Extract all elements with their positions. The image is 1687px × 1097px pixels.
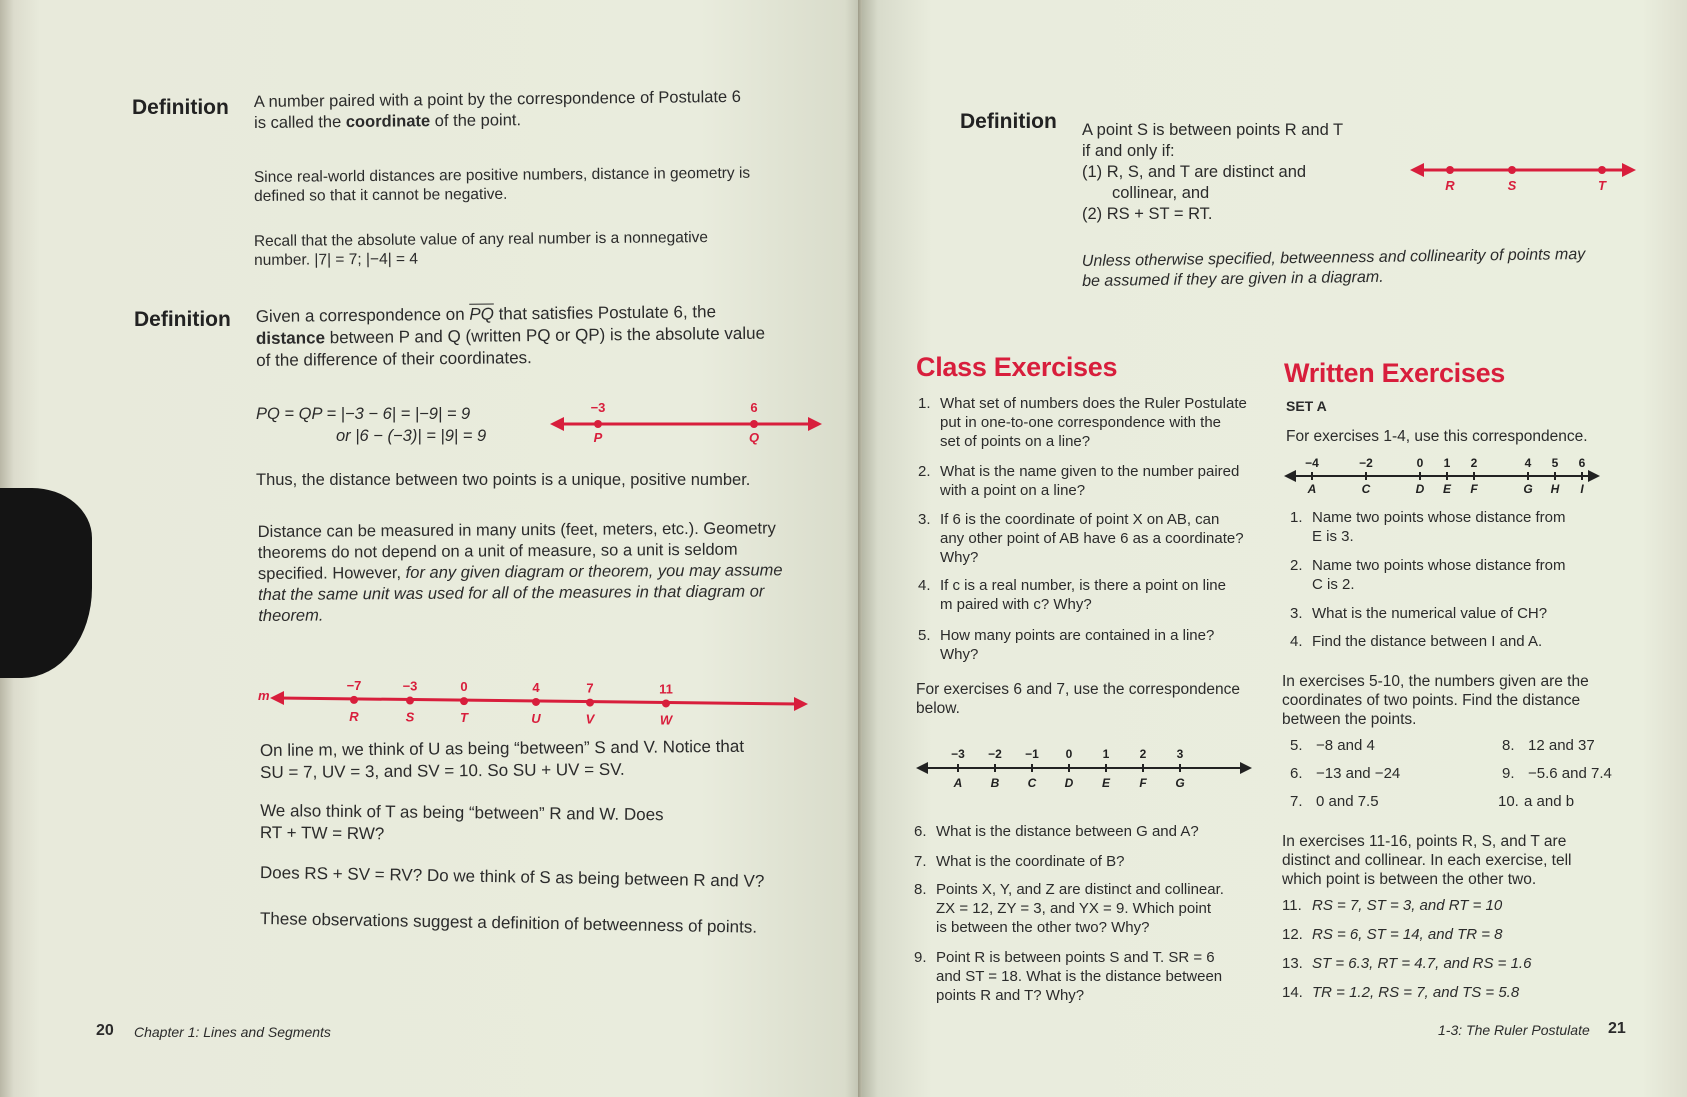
text: specified. However, — [257, 563, 406, 583]
exercise-line: C is 2. — [1312, 576, 1355, 593]
point-s — [1508, 166, 1516, 174]
coord-label: 4 — [1524, 456, 1532, 470]
exercise-line: Find the distance between I and A. — [1312, 633, 1543, 650]
point-label: E — [1442, 482, 1452, 496]
paragraph-between-t — [260, 800, 664, 848]
term: distance — [255, 328, 326, 348]
exercise-line: and ST = 18. What is the distance between — [936, 968, 1223, 985]
coord-label: −2 — [1359, 456, 1373, 470]
page-number: 21 — [1608, 1020, 1626, 1037]
pair-values: a and b — [1524, 793, 1575, 810]
exercise-number: 8. — [1502, 737, 1515, 754]
exercise-item — [914, 822, 1264, 841]
exercise-item — [1290, 632, 1610, 651]
arrow-left-icon — [916, 762, 928, 774]
pair-values: 0 and 7.5 — [1316, 793, 1379, 810]
coord-label: −1 — [1025, 747, 1039, 761]
def-line: A point S is between points R and T — [1082, 121, 1344, 139]
def-line: collinear, and — [1112, 184, 1210, 202]
definition-label: Definition — [960, 110, 1057, 133]
point-label: D — [1415, 482, 1425, 496]
exercise-text: TR = 1.2, RS = 7, and TS = 5.8 — [1312, 984, 1520, 1001]
text: of the point. — [430, 111, 522, 131]
point — [586, 699, 594, 707]
pair-item — [1498, 792, 1574, 811]
def-line: of the difference of their coordinates. — [256, 348, 532, 370]
pair-values: −5.6 and 7.4 — [1528, 765, 1612, 782]
exercise-line: What is the name given to the number paired — [940, 463, 1240, 480]
exercise-number: 6. — [1290, 765, 1303, 782]
exercise-line: E is 3. — [1312, 528, 1354, 545]
class-intro-6-7 — [916, 680, 1240, 718]
coord-label: 6 — [1578, 456, 1586, 470]
exercise-text — [936, 948, 1222, 1005]
number-line-pq — [548, 398, 828, 448]
paragraph-thus: Thus, the distance between two points is a unique, positive number. — [256, 471, 751, 489]
exercise-text — [1312, 556, 1565, 594]
exercise-text: RS = 6, ST = 14, and TR = 8 — [1312, 926, 1503, 943]
point-label: P — [593, 430, 603, 445]
exercise-item — [918, 462, 1268, 500]
coord-label: −3 — [951, 747, 965, 761]
exercise-item — [1282, 925, 1503, 944]
exercise-text — [940, 394, 1247, 451]
arrow-right-icon — [1622, 163, 1636, 177]
exercise-item — [918, 576, 1268, 614]
chapter-title: Chapter 1: Lines and Segments — [134, 1024, 331, 1040]
section-title: 1-3: The Ruler Postulate — [1438, 1022, 1590, 1038]
arrow-right-icon — [808, 417, 822, 431]
def-line: if and only if: — [1082, 142, 1175, 160]
point — [350, 696, 358, 704]
exercise-number: 2. — [918, 463, 931, 480]
exercise-item — [914, 948, 1264, 1005]
class-exercises-title: Class Exercises — [916, 352, 1118, 382]
exercise-item — [1290, 508, 1610, 546]
line: which point is between the other two. — [1282, 871, 1537, 888]
exercise-text — [940, 510, 1244, 567]
point-label: S — [1507, 178, 1517, 193]
exercise-line: is between the other two? Why? — [936, 919, 1150, 936]
exercise-line: m paired with c? Why? — [940, 596, 1092, 613]
def-line: A number paired with a point by the correspondence of Postulate 6 — [253, 87, 742, 112]
point-label: Q — [748, 430, 760, 445]
line: In exercises 5-10, the numbers given are the — [1282, 673, 1589, 690]
point-label: C — [1361, 482, 1371, 496]
coord-label: 11 — [659, 681, 673, 697]
point-label: T — [460, 710, 468, 726]
point-label: F — [1470, 482, 1478, 496]
line: that the same unit was used for all of the measures in that diagram or — [258, 582, 765, 604]
exercise-number: 9. — [1502, 765, 1515, 782]
coord-label: 7 — [586, 680, 594, 696]
point-label: W — [659, 712, 673, 728]
number-line-rst — [1408, 156, 1638, 196]
exercise-number: 12. — [1282, 926, 1303, 943]
exercise-line: What is the distance between G and A? — [936, 823, 1199, 840]
exercise-number: 13. — [1282, 955, 1303, 972]
arrow-left-icon — [270, 691, 284, 705]
coord-label: −3 — [402, 678, 418, 694]
exercise-number: 4. — [918, 577, 931, 594]
coord-label: 4 — [532, 679, 540, 695]
coord-label: −7 — [346, 678, 362, 693]
exercise-line: Why? — [940, 549, 979, 566]
line: In exercises 11-16, points R, S, and T are — [1282, 833, 1567, 850]
exercise-line: points R and T? Why? — [936, 987, 1085, 1004]
exercise-number: 3. — [918, 511, 931, 528]
exercise-number: 5. — [1290, 737, 1303, 754]
coord-label: 5 — [1551, 456, 1559, 470]
line: Unless otherwise specified, betweenness and collinearity of points may — [1081, 245, 1586, 271]
definition-label: Definition — [134, 308, 231, 331]
exercise-line: Name two points whose distance from — [1312, 509, 1566, 526]
paragraph-distance-positive — [254, 164, 751, 206]
point-label: C — [1027, 776, 1037, 790]
definition-betweenness — [1082, 120, 1343, 225]
point-label: S — [405, 709, 415, 725]
exercise-text: ST = 6.3, RT = 4.7, and RS = 1.6 — [1312, 955, 1532, 972]
exercise-item — [1282, 954, 1531, 973]
line-name: m — [258, 688, 270, 703]
coord-label: 1 — [1102, 747, 1110, 761]
arrow-left-icon — [1284, 470, 1296, 482]
paragraph-question: Does RS + SV = RV? Do we think of S as being between R and V? — [259, 863, 765, 891]
line: theorems do not depend on a unit of measure, so a unit is seldom — [257, 540, 738, 563]
coord-label: 0 — [460, 679, 468, 695]
line: below. — [916, 700, 960, 717]
exercise-number: 6. — [914, 823, 927, 840]
exercise-line: What is the coordinate of B? — [936, 853, 1125, 870]
def-line: (2) RS + ST = RT. — [1082, 205, 1213, 223]
text: between P and Q (written PQ or QP) is the absolute value — [324, 323, 766, 348]
exercise-number: 5. — [918, 627, 931, 644]
definition-label: Definition — [132, 96, 229, 119]
point-label: D — [1064, 776, 1074, 790]
exercise-number: 3. — [1290, 605, 1303, 622]
exercise-text: RS = 7, ST = 3, and RT = 10 — [1312, 897, 1503, 914]
page-number: 20 — [96, 1022, 114, 1039]
coord-label: −3 — [590, 400, 606, 415]
line: Recall that the absolute value of any real number is a nonnegative — [253, 229, 709, 251]
point-label: F — [1139, 776, 1147, 790]
exercise-line: any other point of AB have 6 as a coordinate? — [940, 530, 1244, 547]
note-betweenness — [1082, 245, 1586, 292]
point-label: G — [1175, 776, 1185, 790]
point-label: H — [1550, 482, 1560, 496]
point-label: G — [1523, 482, 1533, 496]
exercise-number: 7. — [914, 853, 927, 870]
pair-item — [1502, 736, 1595, 755]
exercise-text — [936, 880, 1224, 937]
arrow-left-icon — [550, 417, 564, 431]
exercise-line: If c is a real number, is there a point on line — [940, 577, 1226, 594]
pair-item — [1290, 764, 1400, 783]
pair-item — [1290, 792, 1379, 811]
point-label: U — [531, 710, 541, 726]
coord-label: −2 — [988, 747, 1002, 761]
exercise-number: 2. — [1290, 557, 1303, 574]
exercise-line: What set of numbers does the Ruler Postulate — [940, 395, 1247, 412]
exercise-number: 8. — [914, 881, 927, 898]
line: On line m, we think of U as being “between” S and V. Notice that — [259, 736, 745, 761]
point — [460, 697, 468, 705]
line-symbol: $\overline{PQ}$ — [469, 304, 495, 324]
def-line: (1) R, S, and T are distinct and — [1082, 163, 1307, 181]
line: distinct and collinear. In each exercise, tell — [1282, 852, 1572, 869]
text-italic: for any given diagram or theorem, you may assume — [405, 561, 783, 582]
line: coordinates of two points. Find the distance — [1282, 692, 1581, 709]
exercise-item — [918, 510, 1268, 567]
exercise-item — [1290, 556, 1610, 594]
exercise-number: 9. — [914, 949, 927, 966]
exercise-number: 1. — [1290, 509, 1303, 526]
point — [406, 697, 414, 705]
coord-label: −4 — [1305, 456, 1319, 470]
point — [532, 698, 540, 706]
exercise-line: with a point on a line? — [940, 482, 1086, 499]
exercise-line: put in one-to-one correspondence with the — [940, 414, 1222, 431]
point-label: R — [349, 708, 359, 724]
line: between the points. — [1282, 711, 1417, 728]
paragraph-units — [258, 518, 783, 627]
line: SU = 7, UV = 3, and SV = 10. So SU + UV = SV. — [260, 759, 625, 782]
point-label: A — [953, 776, 963, 790]
exercise-item — [918, 626, 1268, 664]
equation-pq: PQ = QP = |−3 − 6| = |−9| = 9 — [256, 405, 471, 423]
line: theorem. — [258, 606, 324, 625]
exercise-line: Point R is between points S and T. SR = 6 — [936, 949, 1215, 966]
line: number. |7| = 7; |−4| = 4 — [254, 250, 419, 269]
exercise-text — [940, 626, 1214, 664]
exercise-number: 4. — [1290, 633, 1303, 650]
exercise-line: Points X, Y, and Z are distinct and collinear. — [936, 881, 1224, 898]
line: We also think of T as being “between” R and W. Does — [260, 801, 664, 825]
definition-coordinate — [254, 87, 741, 134]
exercise-item — [914, 852, 1264, 871]
written-intro: For exercises 1-4, use this correspondence. — [1286, 428, 1588, 445]
right-page — [862, 0, 1687, 1097]
equation-pq-alt: or |6 − (−3)| = |9| = 9 — [336, 427, 487, 445]
exercise-item — [914, 880, 1264, 937]
exercise-number: 7. — [1290, 793, 1303, 810]
exercise-number: 11. — [1282, 897, 1302, 914]
written-intro-11-16 — [1282, 832, 1572, 889]
exercise-line: Why? — [940, 646, 979, 663]
set-label: SET A — [1286, 398, 1327, 414]
point-p — [594, 420, 602, 428]
point — [662, 699, 670, 707]
exercise-text — [1312, 604, 1547, 623]
exercise-number: 14. — [1282, 984, 1303, 1001]
written-intro-5-10 — [1282, 672, 1589, 729]
exercise-item — [1282, 983, 1519, 1002]
exercise-number: 10. — [1498, 793, 1519, 810]
line: For exercises 6 and 7, use the correspondence — [916, 681, 1240, 698]
exercise-text — [936, 822, 1199, 841]
line: defined so that it cannot be negative. — [254, 185, 508, 205]
point-r — [1446, 166, 1454, 174]
coord-label: 1 — [1443, 456, 1451, 470]
exercise-line: Name two points whose distance from — [1312, 557, 1566, 574]
exercise-text — [936, 852, 1124, 871]
paragraph-between-u — [260, 736, 745, 784]
exercise-line: If 6 is the coordinate of point X on AB, can — [940, 511, 1220, 528]
text: that satisfies Postulate 6, the — [493, 302, 717, 324]
exercise-text — [940, 576, 1226, 614]
term: coordinate — [345, 112, 431, 132]
exercise-text — [940, 462, 1239, 500]
coord-label: 0 — [1065, 747, 1073, 761]
line: RT + TW = RW? — [259, 822, 385, 844]
point-label: B — [990, 776, 1000, 790]
exercise-number: 1. — [918, 395, 931, 412]
line: Since real-world distances are positive numbers, distance in geometry is — [253, 164, 751, 187]
arrow-right-icon — [1240, 762, 1252, 774]
exercise-item — [918, 394, 1268, 451]
exercise-line: set of points on a line? — [940, 433, 1091, 450]
number-line-a-g — [914, 746, 1254, 792]
point-label: R — [1445, 178, 1455, 193]
pair-values: −8 and 4 — [1316, 737, 1375, 754]
exercise-line: What is the numerical value of CH? — [1312, 605, 1548, 622]
point-q — [750, 420, 758, 428]
point-label: V — [585, 711, 595, 727]
number-line-m — [254, 678, 814, 728]
exercise-item — [1290, 604, 1610, 623]
exercise-text — [1312, 508, 1565, 546]
coord-label: 0 — [1416, 456, 1424, 470]
coord-label: 3 — [1176, 747, 1184, 761]
written-exercises-title: Written Exercises — [1284, 358, 1506, 388]
point-label: T — [1598, 178, 1606, 193]
arrow-right-icon — [1588, 470, 1600, 482]
point-label: I — [1580, 482, 1584, 496]
pair-values: −13 and −24 — [1316, 765, 1401, 782]
definition-distance — [256, 301, 766, 372]
coord-label: 6 — [750, 400, 758, 415]
pair-item — [1502, 764, 1612, 783]
point-label: A — [1307, 482, 1317, 496]
point-t — [1598, 166, 1606, 174]
point-label: E — [1101, 776, 1111, 790]
line: Distance can be measured in many units (feet, meters, etc.). Geometry — [257, 519, 776, 542]
exercise-item — [1282, 896, 1502, 915]
pair-values: 12 and 37 — [1528, 737, 1595, 754]
def-line — [254, 108, 741, 134]
text: Given a correspondence on — [255, 304, 470, 327]
exercise-text — [1312, 632, 1542, 651]
paragraph-absolute-value — [254, 228, 708, 270]
exercise-line: How many points are contained in a line? — [940, 627, 1215, 644]
paragraph-observations: These observations suggest a definition of betweenness of points. — [259, 909, 758, 937]
text: is called the — [254, 113, 346, 132]
arrow-left-icon — [1410, 163, 1424, 177]
arrow-right-icon — [794, 697, 808, 711]
exercise-line: ZX = 12, ZY = 3, and YX = 9. Which point — [936, 900, 1212, 917]
coord-label: 2 — [1470, 456, 1478, 470]
line: be assumed if they are given in a diagram. — [1082, 268, 1384, 290]
pair-item — [1290, 736, 1375, 755]
coord-label: 2 — [1139, 747, 1147, 761]
number-line-a-i — [1282, 456, 1602, 496]
